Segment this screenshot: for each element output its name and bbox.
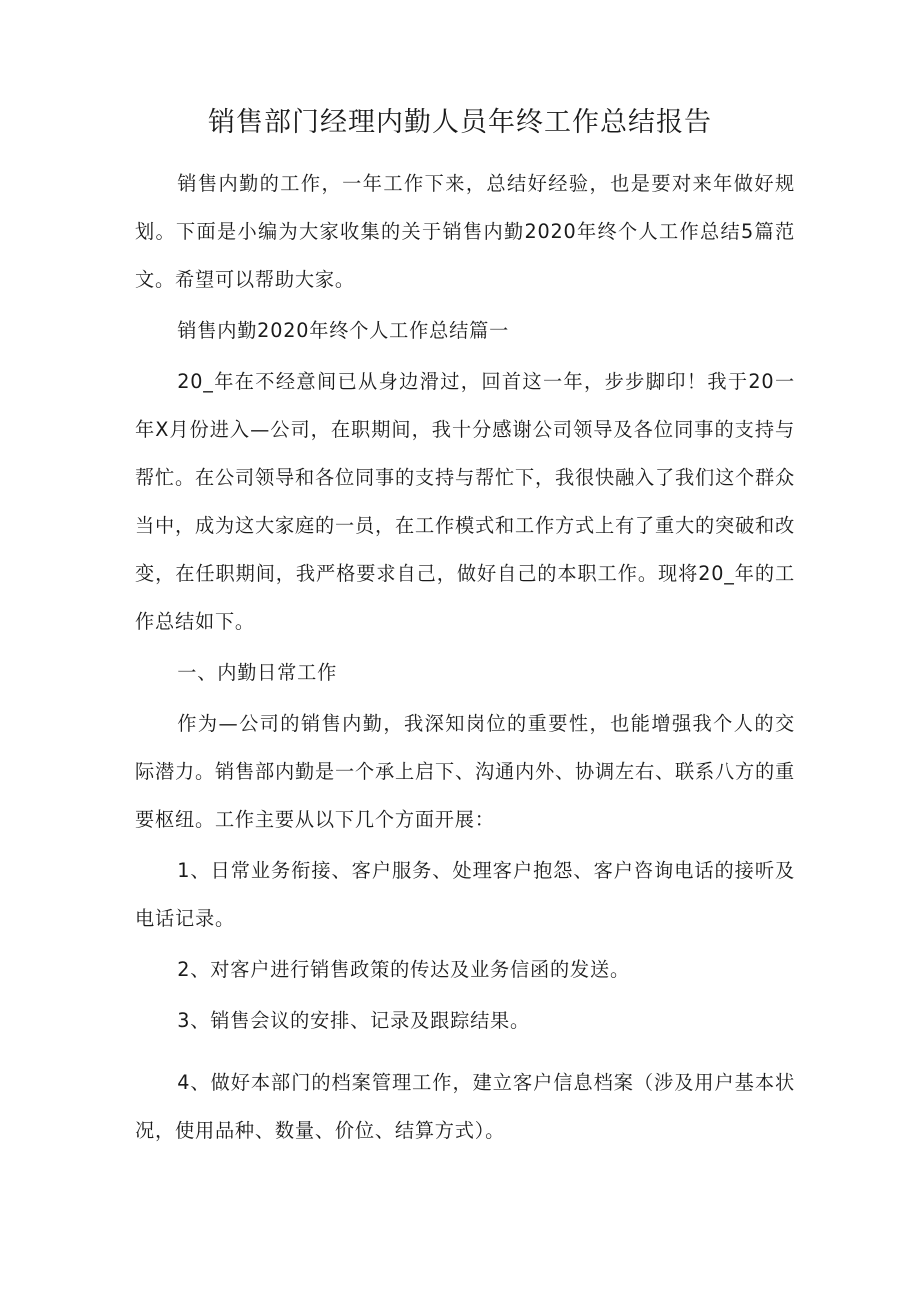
section-heading-daily-work: 一、内勤日常工作	[177, 661, 338, 684]
list-item: 2、对客户进行销售政策的传达及业务信函的发送。	[177, 958, 630, 981]
document-title: 销售部门经理内勤人员年终工作总结报告	[208, 107, 712, 138]
document-body	[135, 160, 795, 1155]
list-item: 4、做好本部门的档案管理工作，建立客户信息档案（涉及用户基本状况，使用品种、数量、价位、结算方式）。	[135, 1071, 795, 1142]
section-title: 销售内勤2020年终个人工作总结篇一	[177, 319, 510, 342]
summary-paragraph: 20_年在不经意间已从身边滑过，回首这一年，步步脚印！我于20一年X月份进入—公司，在职期间，我十分感谢公司领导及各位同事的支持与帮忙。在公司领导和各位同事的支持与帮忙下，我很快融入了我们这个群众当中，成为这大家庭的一员，在工作模式和工作方式上有了重大的突破和改变，在任职期间，我严格要求自己，做好自己的本职工作。现将20_年的工作总结如下。	[135, 370, 795, 633]
daily-work-paragraph: 作为—公司的销售内勤，我深知岗位的重要性，也能增强我个人的交际潜力。销售部内勤是一个承上启下、沟通内外、协调左右、联系八方的重要枢纽。工作主要从以下几个方面开展：	[135, 712, 795, 831]
list-item: 1、日常业务衔接、客户服务、处理客户抱怨、客户咨询电话的接听及电话记录。	[135, 859, 795, 930]
intro-paragraph: 销售内勤的工作，一年工作下来，总结好经验，也是要对来年做好规划。下面是小编为大家收集的关于销售内勤2020年终个人工作总结5篇范文。希望可以帮助大家。	[135, 172, 795, 291]
list-item: 3、销售会议的安排、记录及跟踪结果。	[177, 1009, 531, 1032]
